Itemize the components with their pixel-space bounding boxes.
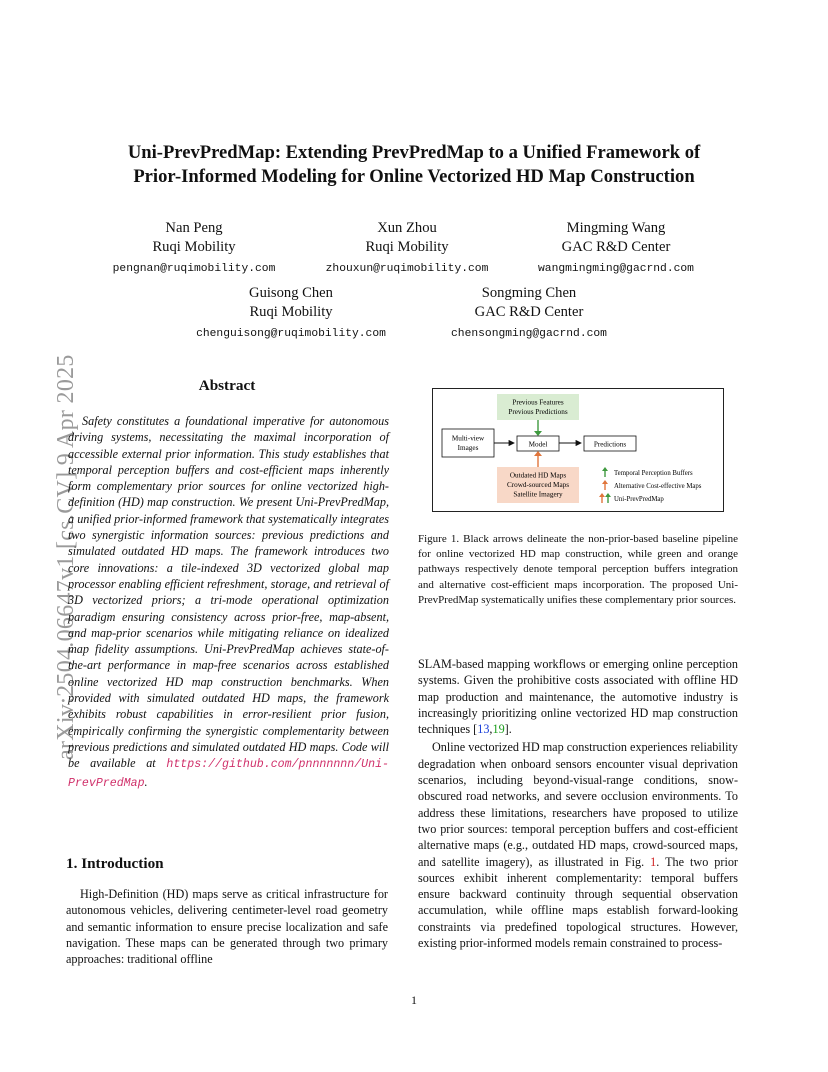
legend-combined-arrows-icon <box>599 493 611 503</box>
right-column-body <box>418 656 738 951</box>
paragraph-text: SLAM-based mapping workflows or emerging online perception systems. Given the prohibitive costs associated with offline HD map production and maintenance, the automotive industry is increasingly prioritizing online vectorized HD map construction techniques [ <box>418 657 738 737</box>
author-block <box>180 284 402 342</box>
author-name: Mingming Wang <box>566 220 666 236</box>
author-affiliation: Ruqi Mobility <box>152 239 236 255</box>
legend-alternative-label: Alternative Cost-effective Maps <box>614 483 702 490</box>
maps-label-1: Outdated HD Maps <box>509 471 567 480</box>
paper-title <box>60 141 768 189</box>
citation-link[interactable]: 19 <box>492 722 505 737</box>
author-block <box>525 219 707 277</box>
page-number: 1 <box>411 993 417 1007</box>
figure-reference-link[interactable]: 1 <box>650 854 657 869</box>
multiview-label-1: Multi-view <box>451 434 485 443</box>
citation-link[interactable]: 13 <box>477 722 490 737</box>
figure-1-caption: Figure 1. Black arrows delineate the non-prior-based baseline pipeline for online vectorized HD map construction, while green and orange pathways respectively denote temporal perception buffers integration and alternative cost-efficient maps incorporation. The proposed Uni-PrevPredMap systematically unifies these complementary prior sources. <box>418 533 738 606</box>
abstract-heading: Abstract <box>198 377 256 394</box>
citation-separator: , <box>489 722 493 737</box>
figure-1 <box>432 388 724 512</box>
previous-label-1: Previous Features <box>512 398 564 407</box>
author-block <box>312 219 502 277</box>
legend-green-arrow-icon <box>602 467 608 477</box>
author-email[interactable]: wangmingming@gacrnd.com <box>538 263 694 275</box>
paragraph-text: ]. <box>504 722 512 737</box>
author-email[interactable]: pengnan@ruqimobility.com <box>112 263 276 275</box>
intro-paragraph: High-Definition (HD) maps serve as critical infrastructure for autonomous vehicles, delivering centimeter-level road geometry and semantic information to ensure precise localization and safe navigation. These maps can be generated through two primary approaches: traditional offline <box>66 887 388 967</box>
paragraph-text: . The two prior sources exhibit inherent complementarity: temporal buffers ensure backward continuity through sequential observation accumulation, while offline maps establish forward-looking constraints via predefined topological structures. However, existing prior-informed models remain constrained to process- <box>418 854 738 951</box>
author-name: Xun Zhou <box>377 220 437 236</box>
right-paragraph-2 <box>418 739 738 951</box>
arxiv-sidebar <box>23 290 79 760</box>
author-email[interactable]: chensongming@gacrnd.com <box>451 328 607 340</box>
author-name: Guisong Chen <box>249 285 333 301</box>
author-affiliation: GAC R&D Center <box>561 239 671 255</box>
orange-arrow-head <box>534 451 542 456</box>
legend-orange-arrow-icon <box>602 480 608 490</box>
legend-temporal-label: Temporal Perception Buffers <box>614 470 693 477</box>
author-affiliation: Ruqi Mobility <box>365 239 449 255</box>
paragraph-text: Online vectorized HD map construction experiences reliability degradation when onboard sensors encounter visual deprivation scenarios, including beyond-visual-range conditions, snow-obscured road networks, and severe occlusion environments. To address these limitations, researchers have proposed to utilize two prior sources: temporal perception buffers and cost-efficient alternative maps (e.g., outdated HD maps, crowd-sourced maps, and satellite imagery), as illustrated in Fig. <box>418 740 738 869</box>
legend-uni-label: Uni-PrevPredMap <box>614 496 664 503</box>
multiview-label-2: Images <box>457 444 479 452</box>
code-link[interactable]: https://github.com/pnnnnnnn/Uni-PrevPredMap <box>68 758 389 790</box>
green-arrow-head <box>534 431 542 436</box>
author-email[interactable]: chenguisong@ruqimobility.com <box>196 328 386 340</box>
abstract-end: . <box>144 774 148 789</box>
author-name: Nan Peng <box>165 220 223 236</box>
author-block <box>104 219 284 277</box>
title-line-2: Prior-Informed Modeling for Online Vectorized HD Map Construction <box>133 166 695 187</box>
author-email[interactable]: zhouxun@ruqimobility.com <box>325 263 489 275</box>
previous-label-2: Previous Predictions <box>508 408 568 416</box>
section-heading-introduction: 1. Introduction <box>66 855 164 872</box>
arxiv-identifier: arXiv:2504.06647v1 [cs.CV] 9 Apr 2025 <box>53 354 79 760</box>
abstract-body <box>68 413 389 792</box>
figure-1-diagram <box>433 389 723 511</box>
multiview-box <box>442 429 494 457</box>
author-name: Songming Chen <box>481 285 577 301</box>
author-affiliation: Ruqi Mobility <box>249 304 333 320</box>
right-paragraph-1 <box>418 656 738 737</box>
title-line-1: Uni-PrevPredMap: Extending PrevPredMap to a Unified Framework of <box>127 142 701 163</box>
model-label: Model <box>528 440 548 449</box>
maps-label-3: Satellite Imagery <box>513 490 563 499</box>
author-affiliation: GAC R&D Center <box>474 304 584 320</box>
introduction-body <box>66 886 388 967</box>
predictions-label: Predictions <box>593 440 627 449</box>
maps-label-2: Crowd-sourced Maps <box>506 481 570 489</box>
legend <box>599 467 702 503</box>
abstract-text: Safety constitutes a foundational imperative for autonomous driving systems, necessitating the maximal incorporation of accessible external prior information. This study establishes that temporal perception buffers and cost-efficient maps inherently form complementary prior sources for online vectorized high-definition (HD) map construction. We present Uni-PrevPredMap, a unified prior-informed framework that systematically integrates two synergistic information sources: previous predictions and simulated outdated HD maps. The framework introduces two core innovations: a tile-indexed 3D vectorized global map processor enabling efficient refreshment, storage, and retrieval of 3D vectorized priors; a tri-mode operational optimization paradigm ensuring consistency across prior-free, map-absent, and map-prior scenarios while mitigating reliance on idealized map fidelity assumptions. Uni-PrevPredMap achieves state-of-the-art performance in map-free scenarios across established online vectorized HD map construction benchmarks. When provided with simulated outdated HD maps, the framework exhibits robust capabilities in error-resilient prior fusion, empirically confirming the synergistic complementarity between previous predictions and simulated outdated HD maps. Code will be available at <box>68 414 389 771</box>
author-block <box>436 284 622 342</box>
